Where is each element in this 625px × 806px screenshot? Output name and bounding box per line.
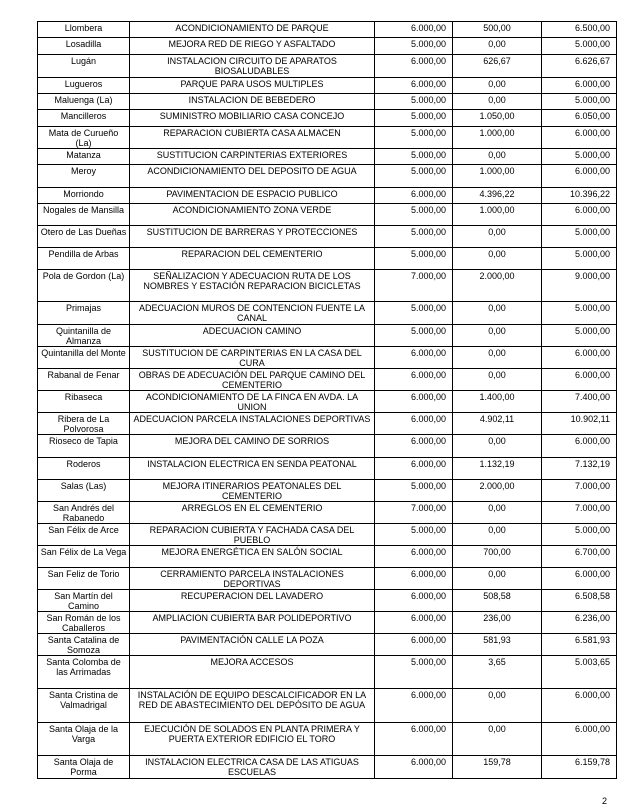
cell-project: OBRAS DE ADECUACIÓN DEL PARQUE CAMINO DEL CEMENTERIO (130, 369, 375, 391)
table-row (38, 248, 617, 270)
cell-total: 7.400,00 (542, 391, 617, 413)
cell-amount-1: 6.000,00 (375, 78, 453, 94)
cell-project: ADECUACION PARCELA INSTALACIONES DEPORTIVAS (130, 413, 375, 435)
cell-locality: San Félix de Arce (38, 524, 130, 546)
cell-amount-2: 1.000,00 (453, 127, 542, 149)
cell-amount-2: 1.000,00 (453, 204, 542, 226)
cell-locality: Santa Colomba de las Arrimadas (38, 656, 130, 689)
cell-locality: Rioseco de Tapia (38, 435, 130, 458)
cell-amount-1: 6.000,00 (375, 590, 453, 612)
cell-amount-2: 0,00 (453, 502, 542, 524)
cell-project: MEJORA ENERGÉTICA EN SALÓN SOCIAL (130, 546, 375, 568)
cell-total: 6.000,00 (542, 369, 617, 391)
cell-locality: Mancilleros (38, 110, 130, 127)
cell-locality: San Román de los Caballeros (38, 612, 130, 634)
cell-locality: Otero de Las Dueñas (38, 226, 130, 248)
cell-amount-1: 5.000,00 (375, 127, 453, 149)
cell-project: AMPLIACION CUBIERTA BAR POLIDEPORTIVO (130, 612, 375, 634)
cell-amount-1: 7.000,00 (375, 270, 453, 302)
cell-project: SUSTITUCION DE BARRERAS Y PROTECCIONES (130, 226, 375, 248)
cell-locality: Lugán (38, 55, 130, 78)
cell-amount-1: 5.000,00 (375, 656, 453, 689)
cell-total: 10.902,11 (542, 413, 617, 435)
table-row (38, 502, 617, 524)
cell-amount-2: 4.396,22 (453, 188, 542, 204)
table-row (38, 347, 617, 369)
cell-amount-2: 700,00 (453, 546, 542, 568)
cell-amount-2: 0,00 (453, 149, 542, 165)
table-row (38, 22, 617, 38)
table-row (38, 524, 617, 546)
table-row (38, 38, 617, 55)
cell-project: SUSTITUCION DE CARPINTERIAS EN LA CASA DEL CURA (130, 347, 375, 369)
cell-amount-1: 6.000,00 (375, 413, 453, 435)
cell-locality: Rabanal de Fenar (38, 369, 130, 391)
cell-total: 6.000,00 (542, 165, 617, 188)
cell-total: 6.236,00 (542, 612, 617, 634)
cell-project: ADECUACION MUROS DE CONTENCION FUENTE LA CANAL (130, 302, 375, 325)
cell-amount-1: 6.000,00 (375, 612, 453, 634)
cell-amount-2: 2.000,00 (453, 480, 542, 502)
table-row (38, 94, 617, 110)
cell-total: 6.626,67 (542, 55, 617, 78)
cell-total: 5.000,00 (542, 94, 617, 110)
cell-amount-2: 0,00 (453, 248, 542, 270)
cell-amount-2: 581,93 (453, 634, 542, 656)
cell-total: 5.000,00 (542, 248, 617, 270)
cell-locality: Santa Olaja de la Varga (38, 723, 130, 756)
cell-project: PAVIMENTACIÓN CALLE LA POZA (130, 634, 375, 656)
cell-amount-2: 1.000,00 (453, 165, 542, 188)
cell-project: PARQUE PARA USOS MULTIPLES (130, 78, 375, 94)
cell-locality: Nogales de Mansilla (38, 204, 130, 226)
cell-project: ACONDICIONAMIENTO DE PARQUE (130, 22, 375, 38)
cell-amount-1: 6.000,00 (375, 369, 453, 391)
cell-amount-1: 5.000,00 (375, 38, 453, 55)
cell-amount-1: 6.000,00 (375, 391, 453, 413)
cell-total: 7.132,19 (542, 458, 617, 480)
cell-project: ACONDICIONAMIENTO DEL DEPOSITO DE AGUA (130, 165, 375, 188)
cell-amount-2: 0,00 (453, 689, 542, 723)
cell-amount-1: 5.000,00 (375, 94, 453, 110)
grants-table (37, 21, 617, 779)
cell-locality: Mata de Curueño (La) (38, 127, 130, 149)
cell-total: 5.003,65 (542, 656, 617, 689)
cell-total: 7.000,00 (542, 502, 617, 524)
table-row (38, 55, 617, 78)
cell-total: 6.508,58 (542, 590, 617, 612)
table-row (38, 435, 617, 458)
table-body (38, 22, 617, 779)
cell-amount-2: 0,00 (453, 524, 542, 546)
table-row (38, 391, 617, 413)
cell-amount-1: 5.000,00 (375, 302, 453, 325)
cell-locality: Santa Olaja de Porma (38, 756, 130, 779)
cell-project: INSTALACION ELECTRICA EN SENDA PEATONAL (130, 458, 375, 480)
table-row (38, 546, 617, 568)
cell-total: 5.000,00 (542, 302, 617, 325)
cell-locality: Matanza (38, 149, 130, 165)
cell-project: SUSTITUCION CARPINTERIAS EXTERIORES (130, 149, 375, 165)
cell-amount-2: 159,78 (453, 756, 542, 779)
table-row (38, 458, 617, 480)
page-number: 2 (601, 796, 607, 806)
cell-amount-1: 5.000,00 (375, 226, 453, 248)
cell-project: INSTALACION ELECTRICA CASA DE LAS ATIGUAS ESCUELAS (130, 756, 375, 779)
cell-total: 6.000,00 (542, 204, 617, 226)
table-row (38, 369, 617, 391)
cell-amount-1: 6.000,00 (375, 188, 453, 204)
cell-amount-1: 6.000,00 (375, 634, 453, 656)
table-row (38, 634, 617, 656)
cell-project: SEÑALIZACION Y ADECUACION RUTA DE LOS NOMBRES Y ESTACIÓN REPARACION BICICLETAS (130, 270, 375, 302)
table-row (38, 188, 617, 204)
cell-amount-1: 5.000,00 (375, 480, 453, 502)
cell-locality: Roderos (38, 458, 130, 480)
cell-project: RECUPERACION DEL LAVADERO (130, 590, 375, 612)
cell-locality: San Martín del Camino (38, 590, 130, 612)
table-row (38, 270, 617, 302)
cell-project: ARREGLOS EN EL CEMENTERIO (130, 502, 375, 524)
cell-total: 5.000,00 (542, 325, 617, 347)
cell-project: MEJORA RED DE RIEGO Y ASFALTADO (130, 38, 375, 55)
cell-amount-2: 0,00 (453, 347, 542, 369)
cell-project: INSTALACIÓN DE EQUIPO DESCALCIFICADOR EN LA RED DE ABASTECIMIENTO DEL DEPÓSITO DE AGUA (130, 689, 375, 723)
cell-amount-2: 0,00 (453, 568, 542, 590)
cell-amount-1: 6.000,00 (375, 546, 453, 568)
table-row (38, 78, 617, 94)
cell-total: 6.500,00 (542, 22, 617, 38)
cell-amount-1: 5.000,00 (375, 110, 453, 127)
cell-amount-1: 6.000,00 (375, 689, 453, 723)
cell-total: 6.000,00 (542, 78, 617, 94)
cell-amount-2: 0,00 (453, 435, 542, 458)
cell-amount-2: 0,00 (453, 325, 542, 347)
cell-amount-1: 7.000,00 (375, 502, 453, 524)
cell-project: MEJORA ACCESOS (130, 656, 375, 689)
cell-total: 6.000,00 (542, 435, 617, 458)
cell-amount-1: 5.000,00 (375, 524, 453, 546)
table-row (38, 302, 617, 325)
cell-total: 6.159,78 (542, 756, 617, 779)
table-row (38, 127, 617, 149)
cell-project: SUMINISTRO MOBILIARIO CASA CONCEJO (130, 110, 375, 127)
cell-amount-2: 508,58 (453, 590, 542, 612)
cell-amount-1: 5.000,00 (375, 165, 453, 188)
cell-locality: Pola de Gordon (La) (38, 270, 130, 302)
cell-total: 6.000,00 (542, 723, 617, 756)
cell-amount-2: 0,00 (453, 38, 542, 55)
cell-locality: Quintanilla del Monte (38, 347, 130, 369)
cell-amount-2: 0,00 (453, 78, 542, 94)
cell-project: MEJORA DEL CAMINO DE SORRIOS (130, 435, 375, 458)
cell-total: 6.000,00 (542, 347, 617, 369)
cell-total: 6.000,00 (542, 689, 617, 723)
cell-locality: Meroy (38, 165, 130, 188)
cell-locality: Santa Catalina de Somoza (38, 634, 130, 656)
table-row (38, 149, 617, 165)
cell-project: CERRAMIENTO PARCELA INSTALACIONES DEPORTIVAS (130, 568, 375, 590)
cell-total: 9.000,00 (542, 270, 617, 302)
table-row (38, 689, 617, 723)
cell-project: EJECUCIÓN DE SOLADOS EN PLANTA PRIMERA Y PUERTA EXTERIOR EDIFICIO EL TORO (130, 723, 375, 756)
cell-total: 5.000,00 (542, 226, 617, 248)
cell-locality: San Félix de La Vega (38, 546, 130, 568)
table-row (38, 165, 617, 188)
cell-total: 6.000,00 (542, 568, 617, 590)
cell-locality: Pendilla de Arbas (38, 248, 130, 270)
cell-amount-2: 4.902,11 (453, 413, 542, 435)
cell-total: 6.000,00 (542, 127, 617, 149)
cell-project: ADECUACION CAMINO (130, 325, 375, 347)
cell-locality: Santa Cristina de Valmadrigal (38, 689, 130, 723)
cell-amount-2: 1.400,00 (453, 391, 542, 413)
table-row (38, 413, 617, 435)
cell-total: 5.000,00 (542, 38, 617, 55)
cell-locality: San Andrés del Rabanedo (38, 502, 130, 524)
cell-amount-2: 626,67 (453, 55, 542, 78)
cell-amount-1: 6.000,00 (375, 22, 453, 38)
cell-locality: Lugueros (38, 78, 130, 94)
cell-project: PAVIMENTACION DE ESPACIO PUBLICO (130, 188, 375, 204)
cell-amount-1: 5.000,00 (375, 149, 453, 165)
cell-total: 6.700,00 (542, 546, 617, 568)
cell-total: 10.396,22 (542, 188, 617, 204)
cell-locality: Primajas (38, 302, 130, 325)
cell-amount-2: 0,00 (453, 94, 542, 110)
cell-amount-1: 5.000,00 (375, 325, 453, 347)
cell-locality: Quintanilla de Almanza (38, 325, 130, 347)
cell-total: 5.000,00 (542, 524, 617, 546)
cell-project: REPARACION CUBIERTA CASA ALMACEN (130, 127, 375, 149)
cell-project: INSTALACION DE BEBEDERO (130, 94, 375, 110)
cell-total: 5.000,00 (542, 149, 617, 165)
table-row (38, 325, 617, 347)
cell-project: REPARACION DEL CEMENTERIO (130, 248, 375, 270)
cell-amount-2: 3,65 (453, 656, 542, 689)
cell-amount-1: 6.000,00 (375, 756, 453, 779)
cell-locality: Ribaseca (38, 391, 130, 413)
table-row (38, 204, 617, 226)
cell-amount-2: 1.132,19 (453, 458, 542, 480)
cell-locality: Maluenga (La) (38, 94, 130, 110)
cell-amount-1: 6.000,00 (375, 347, 453, 369)
cell-project: REPARACION CUBIERTA Y FACHADA CASA DEL PUEBLO (130, 524, 375, 546)
cell-amount-2: 0,00 (453, 369, 542, 391)
cell-locality: Llombera (38, 22, 130, 38)
table-row (38, 612, 617, 634)
cell-project: ACONDICIONAMIENTO DE LA FINCA EN AVDA. LA UNION (130, 391, 375, 413)
cell-amount-2: 1.050,00 (453, 110, 542, 127)
cell-amount-1: 6.000,00 (375, 435, 453, 458)
table-row (38, 723, 617, 756)
cell-total: 6.050,00 (542, 110, 617, 127)
cell-amount-1: 6.000,00 (375, 568, 453, 590)
cell-amount-1: 6.000,00 (375, 458, 453, 480)
cell-amount-2: 0,00 (453, 226, 542, 248)
cell-amount-2: 2.000,00 (453, 270, 542, 302)
cell-amount-1: 5.000,00 (375, 248, 453, 270)
cell-project: MEJORA ITINERARIOS PEATONALES DEL CEMENTERIO (130, 480, 375, 502)
cell-project: INSTALACION CIRCUITO DE APARATOS BIOSALUDABLES (130, 55, 375, 78)
cell-amount-2: 0,00 (453, 723, 542, 756)
table-row (38, 226, 617, 248)
table-row (38, 590, 617, 612)
cell-project: ACONDICIONAMIENTO ZONA VERDE (130, 204, 375, 226)
cell-amount-2: 500,00 (453, 22, 542, 38)
cell-locality: Losadilla (38, 38, 130, 55)
cell-total: 6.581,93 (542, 634, 617, 656)
table-row (38, 480, 617, 502)
table-row (38, 656, 617, 689)
table-row (38, 110, 617, 127)
cell-locality: Morriondo (38, 188, 130, 204)
cell-amount-1: 6.000,00 (375, 55, 453, 78)
cell-amount-2: 236,00 (453, 612, 542, 634)
cell-amount-2: 0,00 (453, 302, 542, 325)
table-row (38, 756, 617, 779)
cell-amount-1: 5.000,00 (375, 204, 453, 226)
cell-locality: Salas (Las) (38, 480, 130, 502)
cell-total: 7.000,00 (542, 480, 617, 502)
cell-amount-1: 6.000,00 (375, 723, 453, 756)
table-row (38, 568, 617, 590)
cell-locality: San Feliz de Torio (38, 568, 130, 590)
cell-locality: Ribera de La Polvorosa (38, 413, 130, 435)
